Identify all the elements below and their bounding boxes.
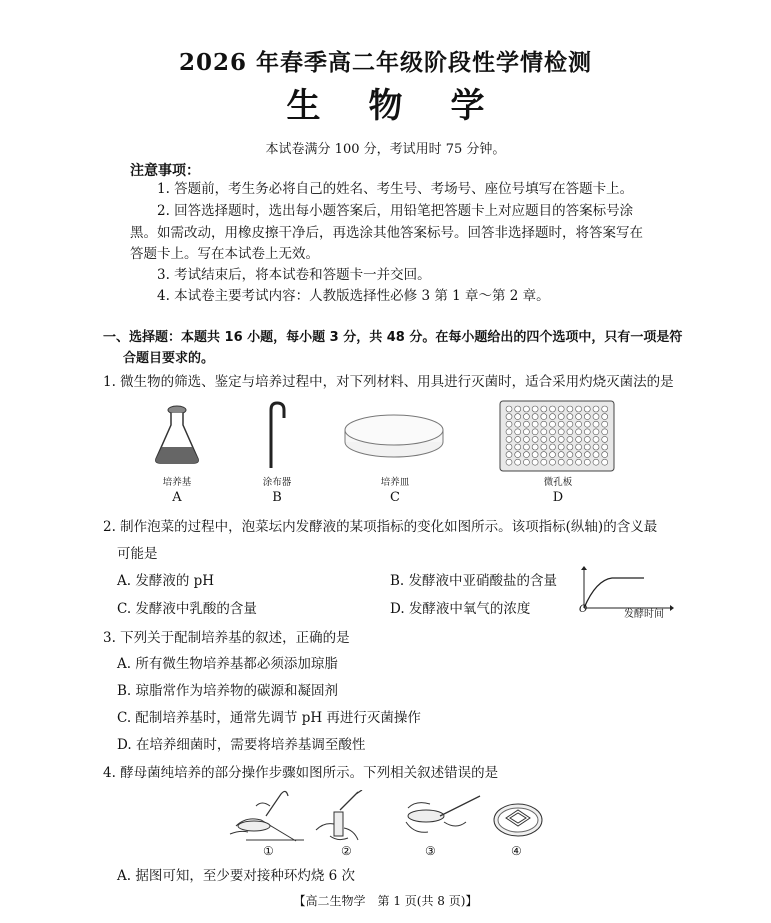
q1-label-b: B (272, 490, 282, 505)
q2-stem-cont: 可能是 (117, 546, 158, 562)
q4-step-label-4: ④ (511, 844, 522, 858)
notice-item-2-cont: 黑。如需改动，用橡皮擦干净后，再选涂其他答案标号。回答非选择题时，将答案写在 (130, 225, 643, 241)
q2-option-b: B. 发酵液中亚硝酸盐的含量 (390, 573, 558, 589)
page-footer: 【高二生物学 第 1 页(共 8 页)】 (293, 894, 478, 908)
q1-caption-d: 微孔板 (543, 477, 573, 488)
exam-meta: 本试卷满分 100 分，考试用时 75 分钟。 (265, 142, 506, 157)
q2-option-c: C. 发酵液中乳酸的含量 (117, 601, 257, 617)
q1-caption-c: 培养皿 (380, 477, 410, 488)
notice-item-3: 3. 考试结束后，将本试卷和答题卡一并交回。 (157, 267, 431, 283)
q3-option-a: A. 所有微生物培养基都必须添加琼脂 (117, 656, 338, 672)
notice-item-2: 2. 回答选择题时，选出每小题答案后，用铅笔把答题卡上对应题目的答案标号涂 (157, 203, 634, 219)
q3-option-c: C. 配制培养基时，通常先调节 pH 再进行灭菌操作 (117, 710, 421, 726)
q1-label-a: A (172, 490, 182, 505)
section-line-1: 一、选择题：本题共 16 小题，每小题 3 分，共 48 分。在每小题给出的四个选项中，只有一项是符 (103, 330, 683, 345)
q1-caption-b: 涂布器 (262, 477, 292, 488)
notice-heading: 注意事项： (130, 163, 200, 179)
exam-title: 2026 年春季高二年级阶段性学情检测 (178, 49, 593, 76)
microplate-image (499, 400, 615, 472)
q3-option-d: D. 在培养细菌时，需要将培养基调至酸性 (117, 737, 366, 753)
q4-option-a: A. 据图可知，至少要对接种环灼烧 6 次 (117, 868, 356, 884)
q4-step-label-1: ① (263, 844, 274, 858)
flask-image (152, 403, 202, 465)
q3-stem: 3. 下列关于配制培养基的叙述，正确的是 (103, 630, 350, 646)
q3-option-b: B. 琼脂常作为培养物的碳源和凝固剂 (117, 683, 339, 699)
q1-label-c: C (390, 490, 400, 505)
q4-step-1-image (226, 786, 306, 844)
q4-step-4-image (492, 800, 544, 840)
q2-stem: 2. 制作泡菜的过程中，泡菜坛内发酵液的某项指标的变化如图所示。该项指标(纵轴)的含义最 (103, 519, 658, 535)
q4-stem: 4. 酵母菌纯培养的部分操作步骤如图所示。下列相关叙述错误的是 (103, 765, 499, 781)
q4-step-2-image (310, 790, 372, 844)
q1-stem: 1. 微生物的筛选、鉴定与培养过程中，对下列材料、用具进行灭菌时，适合采用灼烧灭菌法的是 (103, 374, 674, 390)
notice-item-4: 4. 本试卷主要考试内容：人教版选择性必修 3 第 1 章～第 2 章。 (157, 288, 550, 304)
q2-graph-origin: O (579, 604, 588, 615)
spreader-image (259, 400, 289, 470)
notice-item-2-end: 答题卡上。写在本试卷上无效。 (130, 246, 319, 262)
q4-step-label-3: ③ (425, 844, 436, 858)
q2-option-a: A. 发酵液的 pH (117, 573, 215, 589)
q4-step-label-2: ② (341, 844, 352, 858)
q4-step-3-image (400, 792, 486, 844)
petri-dish-image (343, 410, 446, 460)
q1-label-d: D (552, 490, 564, 505)
subject-title: 生物学 (286, 86, 533, 126)
q1-caption-a: 培养基 (162, 477, 192, 488)
q2-option-d: D. 发酵液中氧气的浓度 (390, 601, 531, 617)
q2-graph-xlabel: 发酵时间 (624, 609, 664, 620)
section-heading (103, 327, 683, 369)
section-line-2: 合题目要求的。 (123, 351, 215, 366)
notice-item-1: 1. 答题前，考生务必将自己的姓名、考生号、考场号、座位号填写在答题卡上。 (157, 181, 634, 197)
